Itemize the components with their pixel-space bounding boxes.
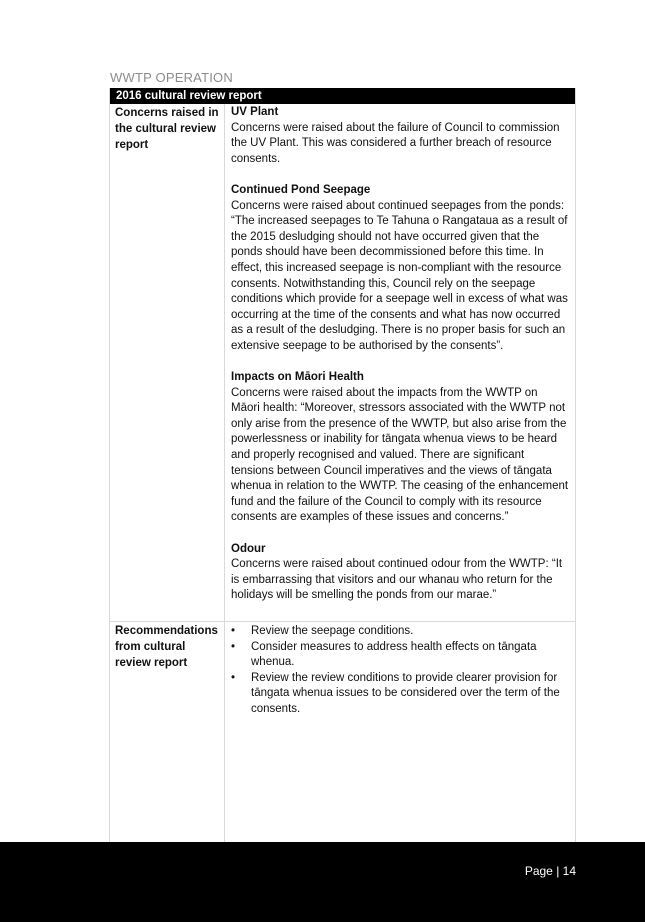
bullet-icon: • — [231, 671, 236, 684]
recommendations-body — [225, 622, 575, 842]
recommendation-text: Consider measures to address health effects on tāngata whenua. — [251, 640, 537, 669]
concern-heading: Continued Pond Seepage — [231, 183, 371, 196]
cultural-review-table — [109, 88, 576, 842]
table-row-concerns — [110, 104, 575, 622]
list-item — [231, 624, 569, 640]
concern-block-pond-seepage — [231, 183, 569, 355]
concern-text: Concerns were raised about continued seepages from the ponds: “The increased seepages to Te Tahuna o Rangataua as a result of the 2015 desludging should not have occurred given that the ponds should have been decommissioned before this time. In effect, this increased seepage is non-compliant with the resource consents. Notwithstanding this, Council rely on the seepage conditions which provide for a seepage well in excess of what was occurring at the time of the consents and what has now occurred as a result of the desludging. There is no proper basis for such an extensive seepage to be authorised by the consents”. — [231, 199, 568, 352]
bullet-icon: • — [231, 625, 236, 637]
recommendations-list — [231, 624, 569, 718]
recommendation-text: Review the review conditions to provide clearer provision for tāngata whenua issues to be considered over the term of the consents. — [251, 671, 560, 715]
recommendations-label: Recommendations from cultural review report — [110, 622, 225, 842]
concern-block-odour — [231, 542, 569, 604]
list-item — [231, 640, 569, 671]
bullet-icon: • — [231, 640, 236, 653]
table-row-recommendations — [110, 622, 575, 842]
page-footer — [0, 842, 645, 922]
concern-heading: UV Plant — [231, 106, 279, 118]
concerns-label: Concerns raised in the cultural review report — [110, 104, 225, 621]
recommendation-text: Review the seepage conditions. — [251, 625, 414, 637]
table-header: 2016 cultural review report — [110, 88, 575, 104]
concern-block-maori-health — [231, 370, 569, 526]
concern-heading: Impacts on Māori Health — [231, 371, 364, 384]
section-title: WWTP OPERATION — [110, 70, 233, 85]
concerns-body — [225, 104, 575, 621]
concern-text: Concerns were raised about the failure of Council to commission the UV Plant. This was considered a further breach of resource consents. — [231, 121, 560, 165]
page-number: Page | 14 — [524, 864, 576, 878]
concern-text: Concerns were raised about continued odour from the WWTP: “It is embarrassing that visitors and our whanau who return for the holidays will be smelling the ponds from our marae.” — [231, 558, 563, 602]
concern-heading: Odour — [231, 542, 266, 555]
concern-block-uv-plant — [231, 105, 569, 167]
list-item — [231, 671, 569, 718]
concern-text: Concerns were raised about the impacts from the WWTP on Māori health: “Moreover, stressors associated with the WWTP not only arise from the presence of the WWTP, but also arise from the powerlessness or inability for tāngata whenua views to be heard and properly recognised and valued. There are significant tensions between Council imperatives and the views of tāngata whenua in relation to the WWTP. The ceasing of the enhancement fund and the failure of the Council to comply with its resource consents are examples of these issues and concerns.” — [231, 386, 569, 524]
